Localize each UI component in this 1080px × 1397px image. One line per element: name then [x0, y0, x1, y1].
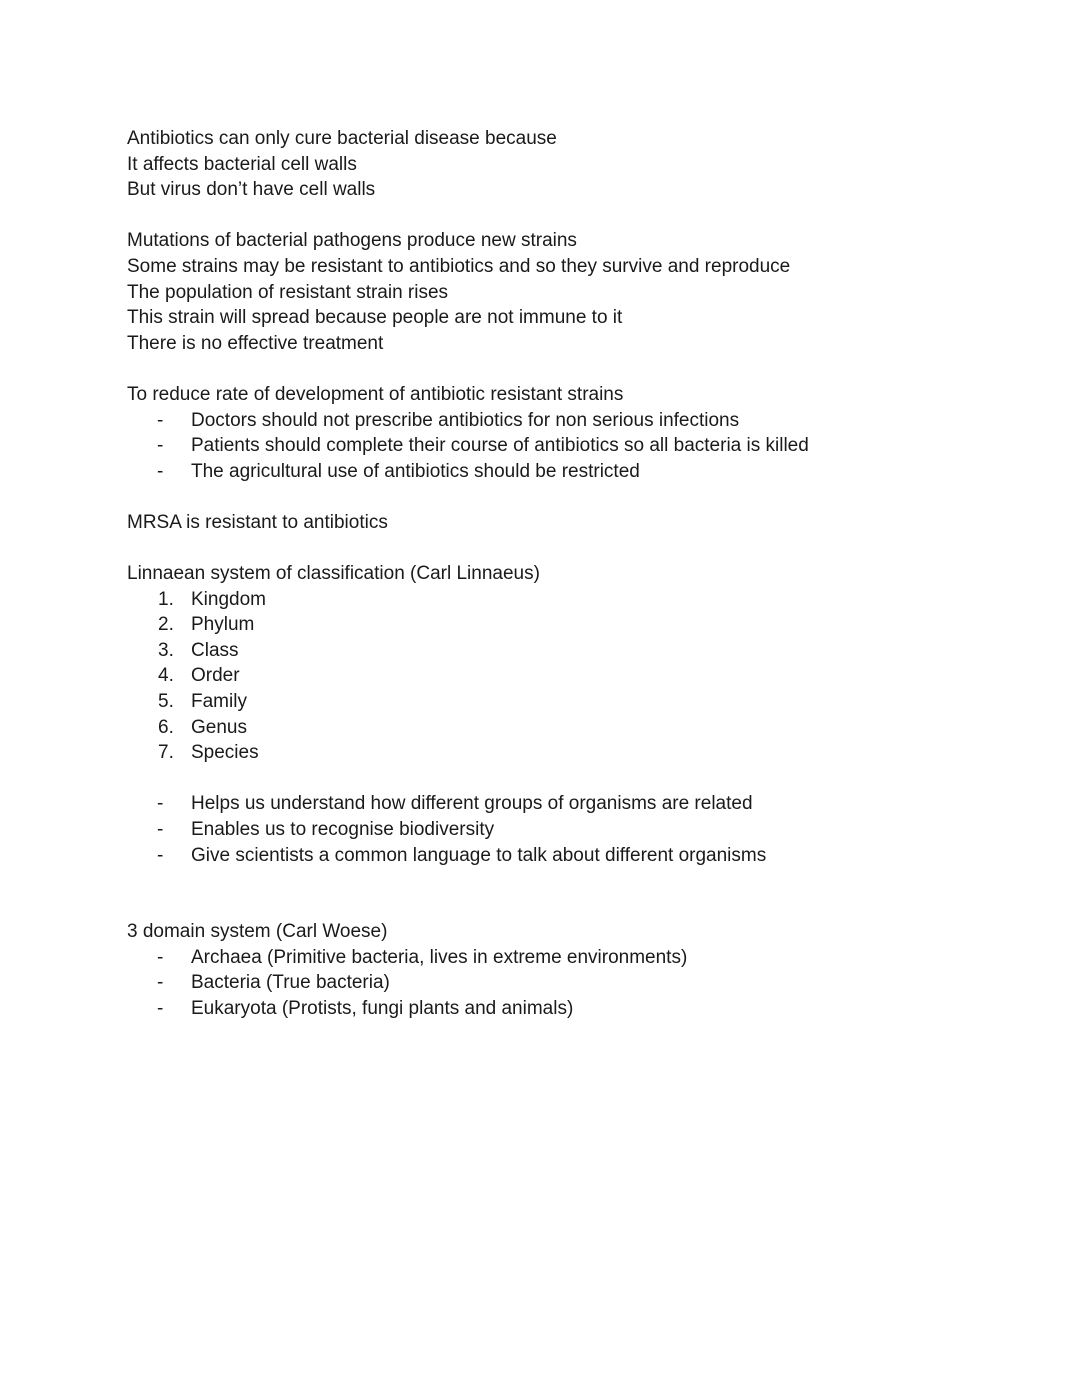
list-item-text: Species — [191, 742, 259, 764]
list-item-text: Doctors should not prescribe antibiotics for non serious infections — [191, 409, 740, 431]
list-item — [127, 408, 1027, 434]
section-heading: 3 domain system (Carl Woese) — [127, 921, 388, 943]
list-item — [127, 663, 1027, 689]
list-number: 7. — [158, 742, 174, 764]
list-number: 3. — [158, 639, 174, 661]
text-line: But virus don’t have cell walls — [127, 179, 376, 201]
bullet-dash: - — [157, 844, 164, 866]
text-line: There is no effective treatment — [127, 332, 384, 354]
list-item-text: Order — [191, 665, 240, 687]
list-item — [127, 970, 1027, 996]
list-item-text: Kingdom — [191, 588, 266, 610]
text-line: Antibiotics can only cure bacterial disease because — [127, 128, 557, 149]
domain-system-section — [127, 919, 1027, 1021]
bullet-list — [127, 791, 1027, 868]
antibiotics-paragraph — [127, 126, 1027, 203]
bullet-dash: - — [157, 793, 164, 815]
list-item — [127, 740, 1027, 766]
list-item-text: Enables us to recognise biodiversity — [191, 819, 495, 841]
list-item — [127, 791, 1027, 817]
list-item — [127, 689, 1027, 715]
list-item-text: Phylum — [191, 614, 255, 636]
list-item-text: Give scientists a common language to talk about different organisms — [191, 844, 767, 866]
text-line: Mutations of bacterial pathogens produce new strains — [127, 230, 577, 252]
list-number: 2. — [158, 614, 174, 636]
list-item-text: Helps us understand how different groups of organisms are related — [191, 793, 753, 815]
list-item-text: Family — [191, 691, 247, 713]
list-item — [127, 843, 1027, 869]
list-number: 5. — [158, 691, 174, 713]
text-line: This strain will spread because people are not immune to it — [127, 307, 623, 329]
list-number: 1. — [158, 588, 174, 610]
list-number: 4. — [158, 665, 174, 687]
bullet-dash: - — [157, 819, 164, 841]
mutations-paragraph — [127, 228, 1027, 356]
bullet-dash: - — [157, 972, 164, 994]
resistance-reduction-section — [127, 382, 1027, 484]
section-heading: To reduce rate of development of antibiotic resistant strains — [127, 383, 624, 405]
list-number: 6. — [158, 716, 174, 738]
section-heading: Linnaean system of classification (Carl Linnaeus) — [127, 563, 540, 585]
text-line: It affects bacterial cell walls — [127, 153, 357, 175]
list-item — [127, 612, 1027, 638]
list-item-text: Eukaryota (Protists, fungi plants and animals) — [191, 998, 574, 1019]
list-item — [127, 817, 1027, 843]
list-item-text: Genus — [191, 716, 247, 738]
list-item — [127, 433, 1027, 459]
list-item-text: Class — [191, 639, 239, 661]
list-item — [127, 459, 1027, 485]
bullet-dash: - — [157, 946, 164, 968]
bullet-dash: - — [157, 460, 164, 482]
bullet-dash: - — [157, 998, 164, 1019]
list-item-text: The agricultural use of antibiotics should be restricted — [191, 460, 640, 482]
list-item — [127, 587, 1027, 613]
list-item — [127, 996, 1027, 1022]
list-item — [127, 715, 1027, 741]
bullet-dash: - — [157, 409, 164, 431]
mrsa-line: MRSA is resistant to antibiotics — [127, 511, 388, 533]
list-item-text: Bacteria (True bacteria) — [191, 972, 390, 994]
list-item-text: Patients should complete their course of antibiotics so all bacteria is killed — [191, 435, 809, 457]
bullet-list — [127, 408, 1027, 485]
document-page — [127, 126, 1027, 1022]
numbered-list — [127, 587, 1027, 766]
text-line: Some strains may be resistant to antibiotics and so they survive and reproduce — [127, 255, 791, 277]
bullet-list — [127, 945, 1027, 1022]
list-item — [127, 638, 1027, 664]
bullet-dash: - — [157, 435, 164, 457]
list-item-text: Archaea (Primitive bacteria, lives in extreme environments) — [191, 946, 688, 968]
list-item — [127, 945, 1027, 971]
text-line: The population of resistant strain rises — [127, 281, 449, 303]
linnaean-section — [127, 561, 1027, 868]
